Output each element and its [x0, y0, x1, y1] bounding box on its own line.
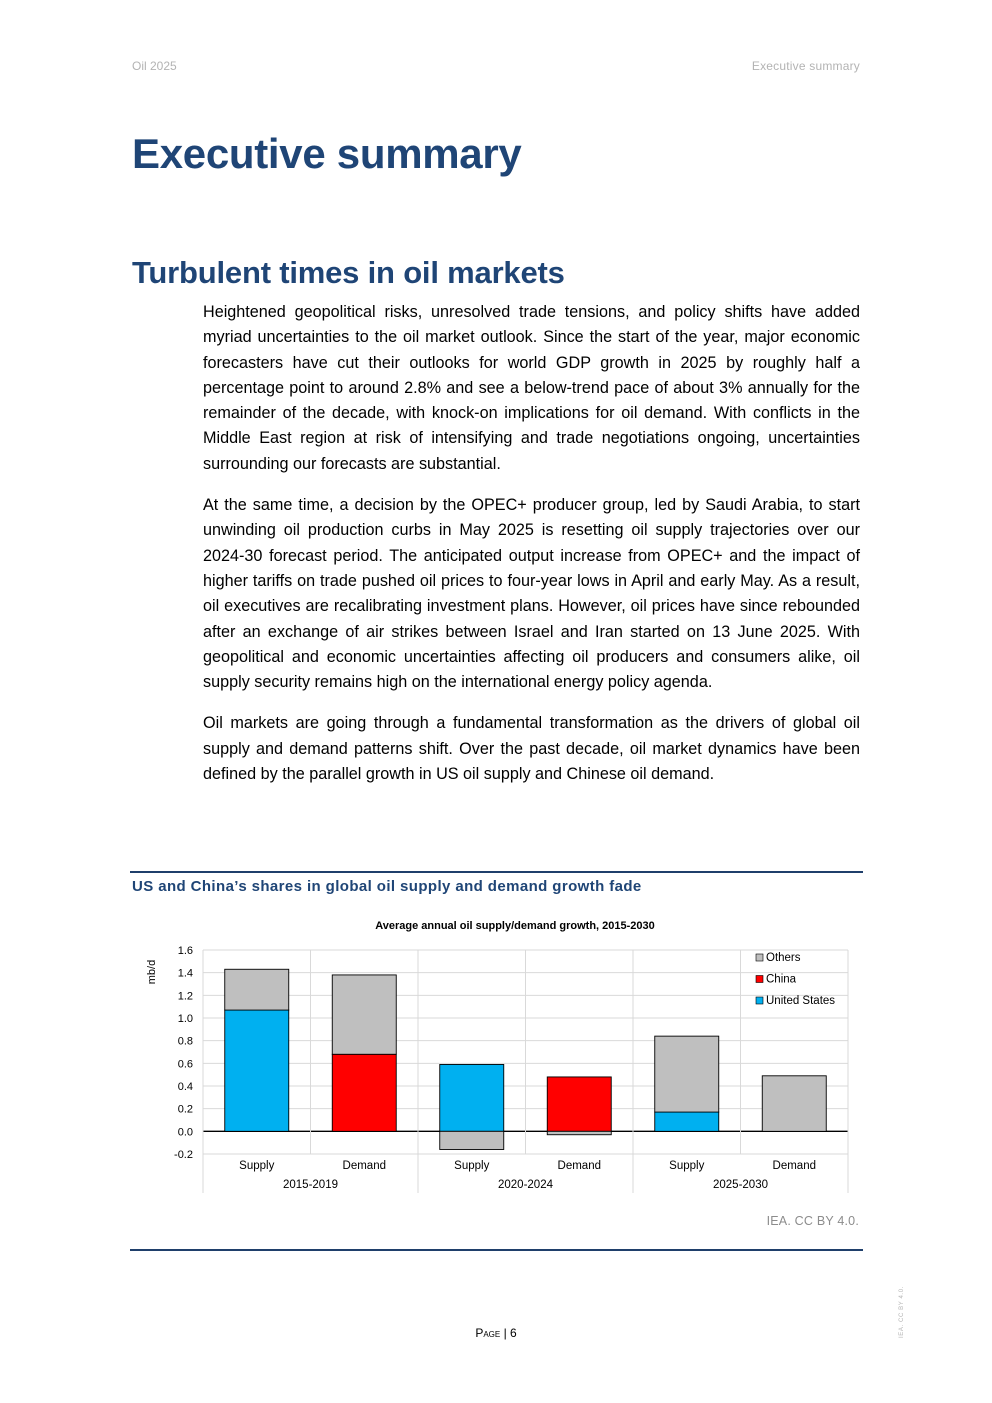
- body-text: [203, 300, 860, 803]
- y-tick-label: -0.2: [174, 1149, 193, 1161]
- legend-swatch: [756, 997, 763, 1004]
- y-tick-label: 0.0: [177, 1126, 193, 1139]
- bar-segment-china: [547, 1077, 611, 1131]
- chart-title: Average annual oil supply/demand growth, 2015-2030: [375, 920, 655, 932]
- bar-segment-others: [762, 1076, 826, 1132]
- paragraph: Heightened geopolitical risks, unresolved trade tensions, and policy shifts have added myriad uncertainties to the oil market outlook. Since the start of the year, major economic forecasters have cut their outlooks for world GDP growth in 2025 by roughly half a percentage point to around 2.8% and see a below-trend pace of about 3% annually for the remainder of the decade, with knock-on implications for oil demand. With conflicts in the Middle East region at risk of intensifying and trade negotiations ongoing, uncertainties surrounding our forecasts are substantial.: [203, 303, 860, 473]
- bar-segment-china: [332, 1054, 396, 1131]
- bar-segment-others: [547, 1131, 611, 1134]
- bar-segment-united-states: [440, 1064, 504, 1131]
- legend-swatch: [756, 954, 763, 961]
- y-tick-label: 0.6: [177, 1058, 193, 1071]
- bar-segment-others: [655, 1036, 719, 1112]
- paragraph: At the same time, a decision by the OPEC+ producer group, led by Saudi Arabia, to start unwinding oil production curbs in May 2025 is resetting oil supply trajectories over our 2024-30 forecast period. The anticipated output increase from OPEC+ and the impact of higher tariffs on trade pushed oil prices to four-year lows in April and early May. As a result, oil executives are recalibrating investment plans. However, oil prices have since rebounded after an exchange of air strikes between Israel and Iran started on 13 June 2025. With geopolitical and economic uncertainties affecting oil producers and consumers alike, oil supply security remains high on the international energy policy agenda.: [203, 496, 860, 692]
- bar-segment-others: [225, 969, 289, 1010]
- y-tick-label: 0.2: [177, 1103, 193, 1116]
- running-header-left: Oil 2025: [132, 59, 177, 73]
- y-axis-label: mb/d: [146, 959, 158, 985]
- paragraph: Oil markets are going through a fundamental transformation as the drivers of global oil supply and demand patterns shift. Over the past decade, oil market dynamics have been defined by the parallel growth in US oil supply and Chinese oil demand.: [203, 714, 860, 784]
- page-label: Page: [475, 1326, 501, 1340]
- running-header-right: Executive summary: [751, 59, 860, 73]
- section-heading: Turbulent times in oil markets: [132, 255, 565, 290]
- legend-swatch: [756, 976, 763, 983]
- y-tick-label: 1.6: [177, 945, 193, 957]
- legend-label: Others: [766, 952, 801, 964]
- figure-bottom-rule: [130, 1249, 863, 1251]
- bar-chart: [140, 938, 855, 1196]
- bar-segment-united-states: [225, 1010, 289, 1131]
- page-number: | 6: [503, 1326, 517, 1340]
- y-tick-label: 0.8: [177, 1035, 193, 1048]
- x-group-label: 2015-2019: [283, 1179, 338, 1191]
- figure-title: US and China’s shares in global oil supply and demand growth fade: [132, 878, 642, 895]
- legend-label: United States: [766, 995, 836, 1007]
- x-group-label: 2020-2024: [498, 1179, 553, 1191]
- legend-label: China: [766, 973, 797, 986]
- y-tick-label: 1.0: [177, 1013, 193, 1025]
- figure-credit: IEA. CC BY 4.0.: [766, 1214, 859, 1228]
- side-license-note: IEA. CC BY 4.0.: [899, 1286, 905, 1338]
- x-tick-label: Demand: [772, 1160, 816, 1172]
- y-tick-label: 0.4: [177, 1081, 193, 1093]
- x-tick-label: Supply: [239, 1160, 275, 1172]
- bar-segment-others: [332, 975, 396, 1054]
- page-footer: [0, 1326, 992, 1340]
- bar-segment-united-states: [655, 1112, 719, 1131]
- y-tick-label: 1.2: [177, 990, 193, 1003]
- x-tick-label: Demand: [557, 1160, 601, 1172]
- x-group-label: 2025-2030: [713, 1179, 768, 1191]
- x-tick-label: Supply: [669, 1160, 705, 1172]
- x-tick-label: Demand: [342, 1160, 386, 1172]
- bar-segment-others: [440, 1131, 504, 1149]
- page-title: Executive summary: [132, 130, 522, 177]
- y-tick-label: 1.4: [177, 967, 193, 980]
- x-tick-label: Supply: [454, 1160, 490, 1172]
- figure-top-rule: [130, 871, 863, 873]
